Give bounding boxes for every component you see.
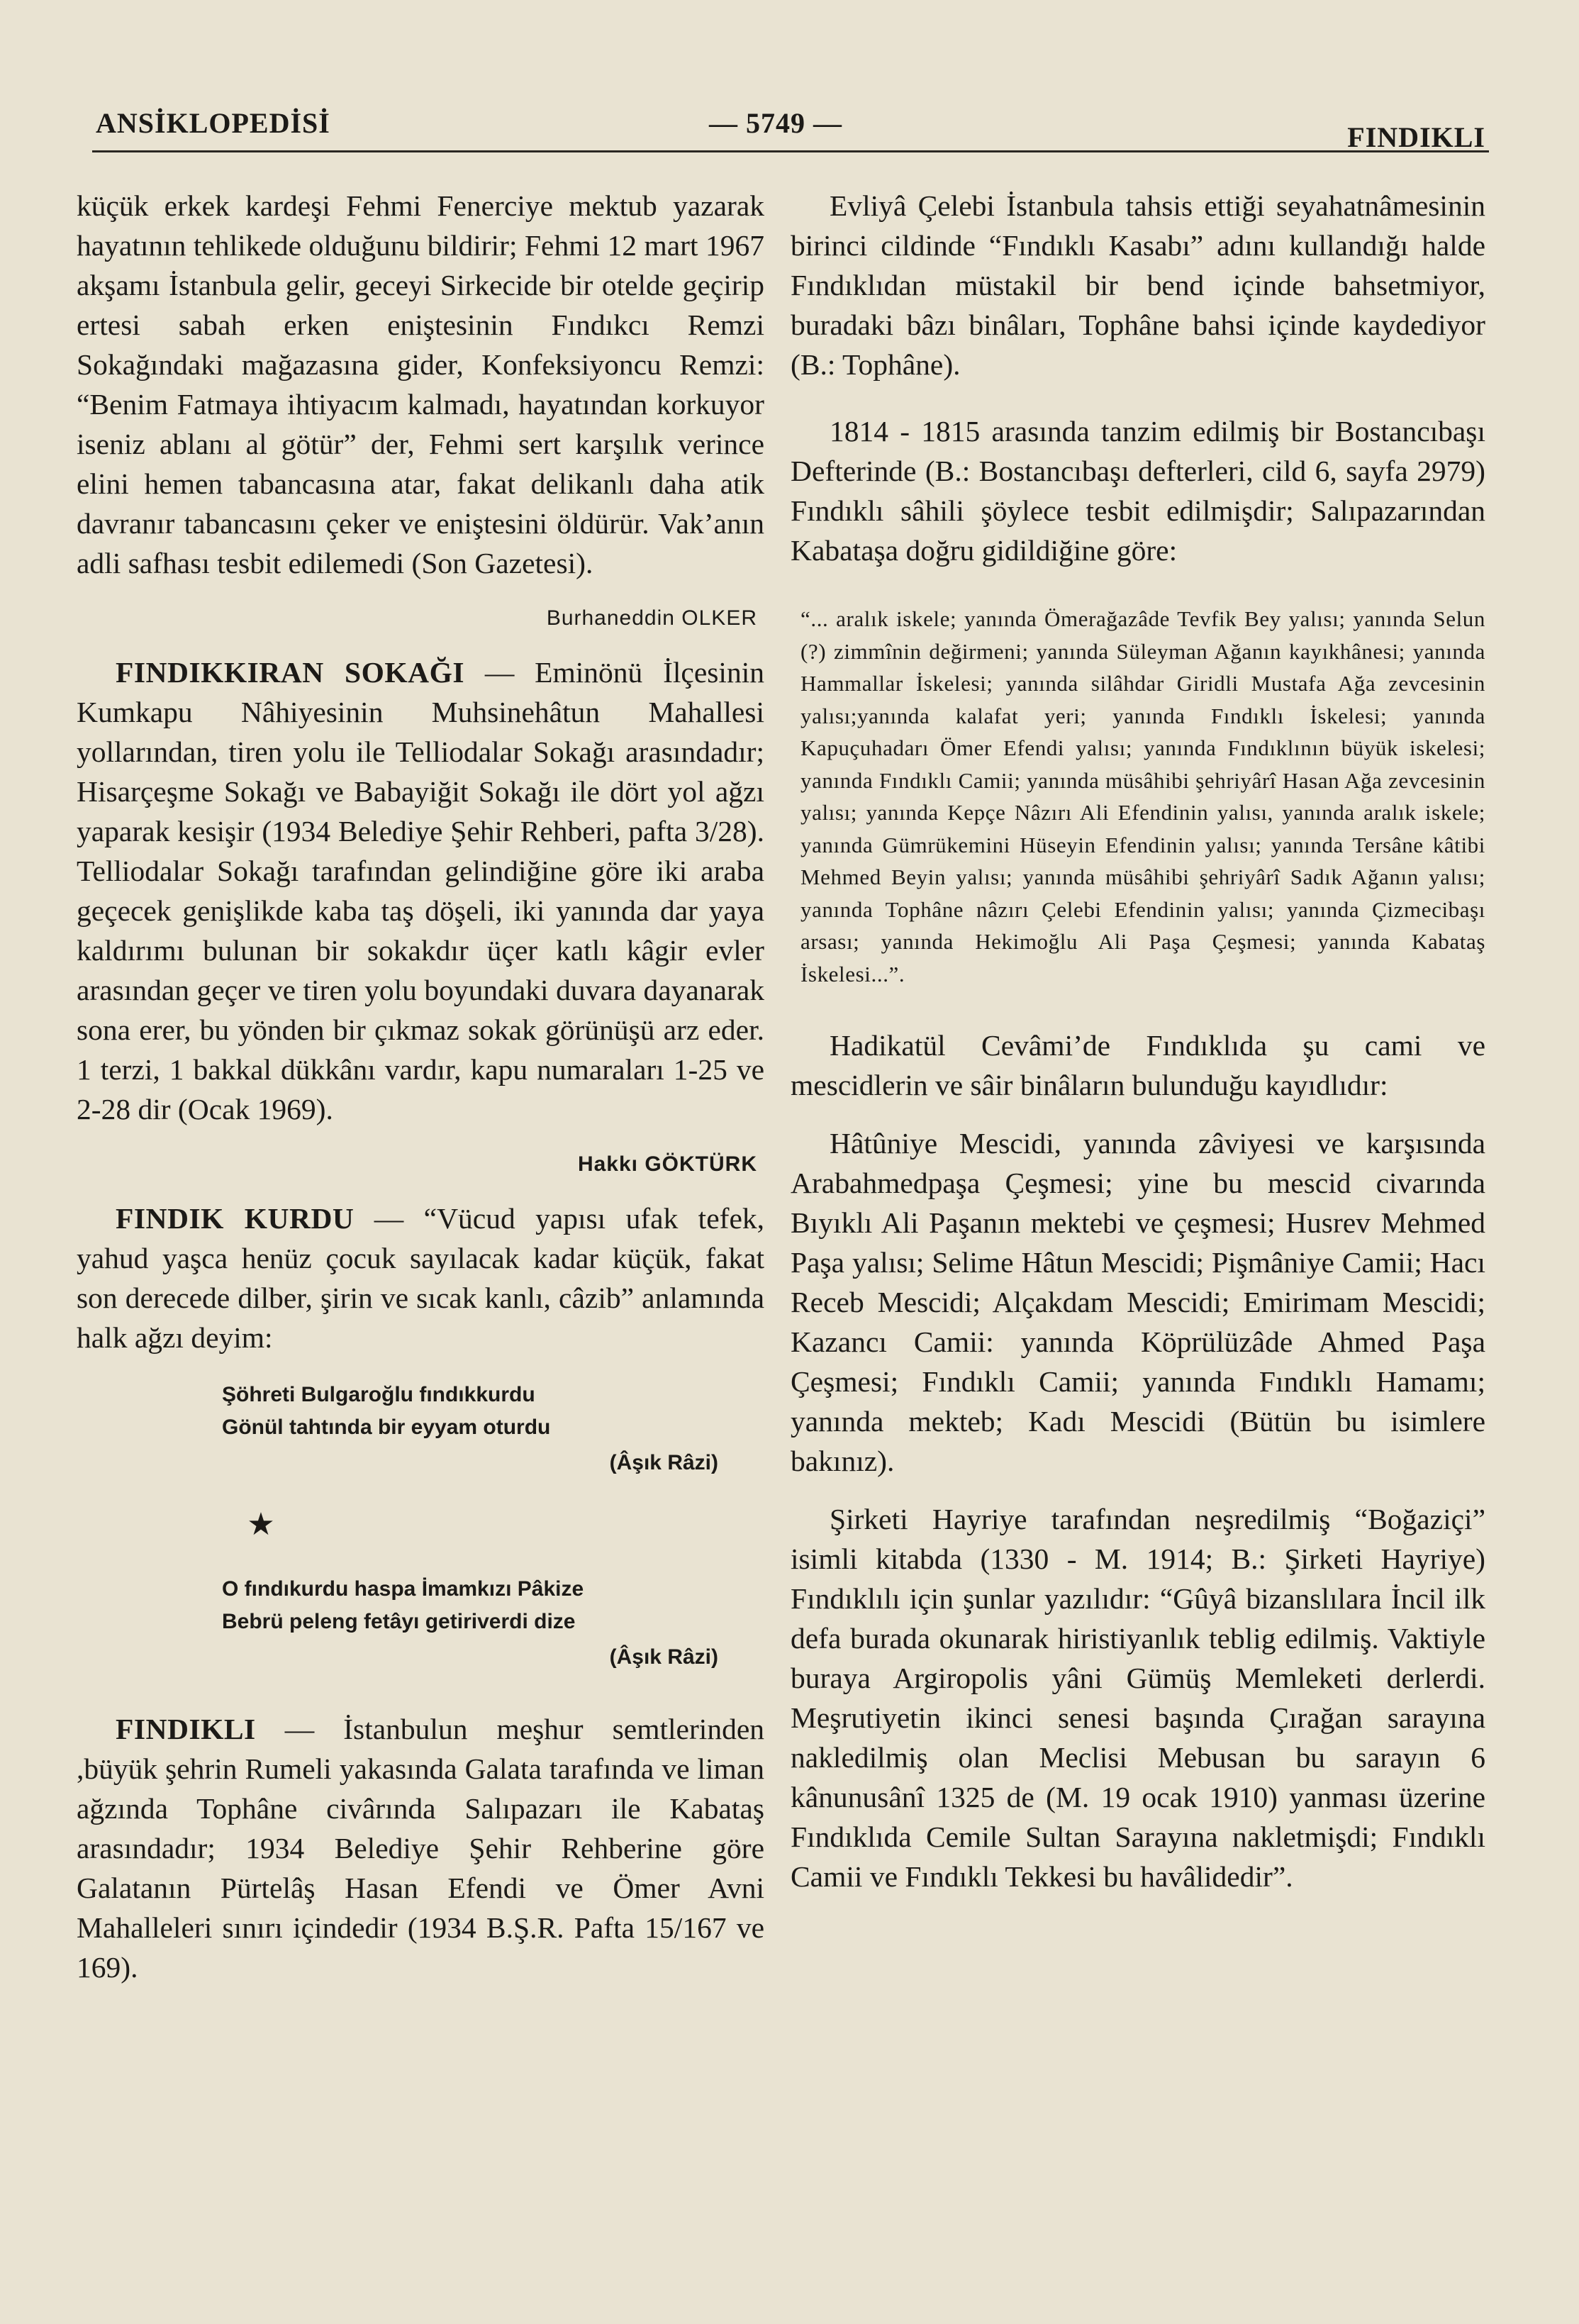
entry-heading: FINDIKKIRAN SOKAĞI (116, 656, 465, 689)
header-publication-title: ANSİKLOPEDİSİ (96, 107, 330, 139)
header-running-entry: FINDIKLI (1347, 121, 1485, 153)
right-column (791, 186, 1485, 1896)
paragraph-bogazici-book: Şirketi Hayriye tarafından neşredilmiş “Boğaziçi” isimli kitabda (1330 - M. 1914; B.: Şirketi Hayriye) Fındıklılı için şunlar yazılıdır: “Gûyâ bizanslılara İncil ilk defa burada okunarak hiristiyanlık teblig edilmiş. Vaktiyle buraya Argiropolis yâni Gümüş Memleketi derlerdi. Meşrutiyetin ikinci senesi başında Çırağan sarayına nakledilmiş olan Meclisi Mebusan bu sarayın 6 kânunusânî 1325 de (M. 19 ocak 1910) yanması üzerine Fındıklıda Cemile Sultan Sarayına nakletmişdi; Fındıklı Camii ve Fındıklı Tekkesi bu havâlidedir”. (791, 1503, 1485, 1893)
verse-line: Bebrü peleng fetâyı getiriverdi dize (222, 1610, 576, 1633)
header-page-number: — 5749 — (709, 107, 842, 139)
entry-body: — İstanbulun meşhur semtlerinden ,büyük şehrin Rumeli yakasında Galata tarafında ve liman ağzında Tophâne civârında Salıpazarı ile Kabataş arasındadır; 1934 Belediye Şehir Rehberine göre Galatanın Pürtelâş Hasan Efendi ve Ömer Avni Mahalleleri sınırı içindedir (1934 B.Ş.R. Pafta 15/167 ve 169). (77, 1713, 764, 1984)
continued-paragraph: küçük erkek kardeşi Fehmi Fenerciye mektub yazarak hayatının tehlikede olduğunu bildirir; Fehmi 12 mart 1967 akşamı İstanbula gelir, geceyi Sirkecide bir otelde geçirip ertesi sabah erken eniştesinin Fındıkcı Remzi Sokağındaki mağazasına gider, Konfeksiyoncu Remzi: “Benim Fatmaya ihtiyacım kalmadı, hayatından korkuyor iseniz ablanı al götür” der, Fehmi sert karşılık verince elini hemen tabancasına atar, fakat delikanlı daha atik davranır tabancasını çeker ve eniştesini öldürür. Vak’anın adli safhası tesbit edilemedi (Son Gazetesi). (77, 189, 764, 579)
entry-heading: FINDIKLI (116, 1713, 256, 1745)
author-signature-gokturk: Hakkı GÖKTÜRK (577, 1152, 757, 1176)
verse-author: (Âşık Râzi) (609, 1451, 718, 1474)
verse-block-2 (77, 1573, 764, 1674)
verse-line: O fındıkurdu haspa İmamkızı Pâkize (222, 1577, 584, 1601)
entry-findikkiran-sokagi (77, 652, 764, 1129)
star-separator-icon: ★ (247, 1507, 275, 1542)
verse-author: (Âşık Râzi) (609, 1645, 718, 1669)
left-column (77, 186, 764, 1987)
paragraph-evliya-celebi: Evliyâ Çelebi İstanbula tahsis ettiği seyahatnâmesinin birinci cildinde “Fındıklı Kasabı” adını kullandığı halde Fındıklıdan müstakil bir bend içinde bahsetmiyor, buradaki bâzı binâları, Tophâne bahsi içinde kaydediyor (B.: Tophâne). (791, 189, 1485, 381)
entry-body: — Eminönü İlçesinin Kumkapu Nâhiyesinin Muhsinehâtun Mahallesi yollarından, tiren yolu ile Telliodalar Sokağı arasındadır; Hisarçeşme Sokağı ve Babayiğit Sokağı ile dört yol ağzı yaparak kesişir (1934 Belediye Şehir Rehberi, pafta 3/28). Telliodalar Sokağı tarafından gelindiğine göre iki araba geçecek genişlikde kaba taş döşeli, iki yanında dar yaya kaldırımı bulunan bir sokakdır üçer katlı kâgir evler arasından geçer ve tiren yolu boyundaki duvara dayanarak sona erer, bu yönden bir çıkmaz sokak görünüşü arz eder. 1 terzi, 1 bakkal dükkânı vardır, kapu numaraları 1-25 ve 2-28 dir (Ocak 1969). (77, 656, 764, 1125)
verse-block-1 (77, 1379, 764, 1479)
entry-findikli (77, 1709, 764, 1987)
paragraph-mosque-list: Hâtûniye Mescidi, yanında zâviyesi ve karşısında Arabahmedpaşa Çeşmesi; yine bu mescid civarında Bıyıklı Ali Paşanın mektebi ve çeşmesi; Husrev Mehmed Paşa yalısı; Selime Hâtun Mescidi; Pişmâniye Camii; Hacı Receb Mescidi; Alçakdam Mescidi; Emirimam Mescidi; Kazancı Camii: yanında Köprülüzâde Ahmed Paşa Çeşmesi; Fındıklı Camii; yanında Fındıklı Hamamı; yanında mekteb; Kadı Mescidi (Bütün bu isimlere bakınız). (791, 1127, 1485, 1477)
entry-body: — “Vücud yapısı ufak tefek, yahud yaşca henüz çocuk sayılacak kadar küçük, fakat son derecede dilber, şirin ve sıcak kanlı, câzib” anlamında halk ağzı deyim: (77, 1202, 764, 1354)
paragraph-hadikatul-cevami: Hadikatül Cevâmi’de Fındıklıda şu cami ve mescidlerin ve sâir binâların bulunduğu kayıdlıdır: (791, 1029, 1485, 1101)
paragraph-bostancibasi-defteri: 1814 - 1815 arasında tanzim edilmiş bir Bostancıbaşı Defterinde (B.: Bostancıbaşı defterleri, cild 6, sayfa 2979) Fındıklı sâhili şöylece tesbit edilmişdir; Salıpazarından Kabataşa doğru gidildiğine göre: (791, 415, 1485, 567)
author-signature-olker: Burhaneddin OLKER (546, 606, 757, 630)
header-rule (92, 150, 1489, 152)
page-header (92, 99, 1489, 156)
entry-findik-kurdu (77, 1199, 764, 1357)
entry-heading: FINDIK KURDU (116, 1202, 355, 1235)
verse-line: Şöhreti Bulgaroğlu fındıkkurdu (222, 1383, 535, 1406)
quoted-shoreline-list: “... aralık iskele; yanında Ömerağazâde Tevfik Bey yalısı; yanında Selun (?) zimmînin değirmeni; yanında Süleyman Ağanın kayıkhânesi; yanında Hammallar İskelesi; yanında silâhdar Giridli Mustafa Ağa zevcesinin yalısı;yanında kalafat yeri; yanında Fındıklı İskelesi; yanında Kapuçuhadarı Ömer Efendi yalısı; yanında Fındıklının büyük iskelesi; yanında Fındıklı Camii; yanında müsâhibi şehriyârî Hasan Ağa zevcesinin yalısı; yanında Kepçe Nâzırı Ali Efendinin yalısı, yanında aralık iskele; yanında Gümrükemini Hüseyin Efendinin yalısı; yanında Tersâne kâtibi Mehmed Beyin yalısı; yanında müsâhibi şehriyârî Sadık Ağanın yalısı; yanında Tophâne nâzırı Çelebi Efendinin yalısı; yanında Çizmecibaşı arsası; yanında Hekimoğlu Ali Paşa Çeşmesi; yanında Kabataş İskelesi...”. (800, 606, 1485, 986)
verse-line: Gönül tahtında bir eyyam oturdu (222, 1416, 551, 1439)
